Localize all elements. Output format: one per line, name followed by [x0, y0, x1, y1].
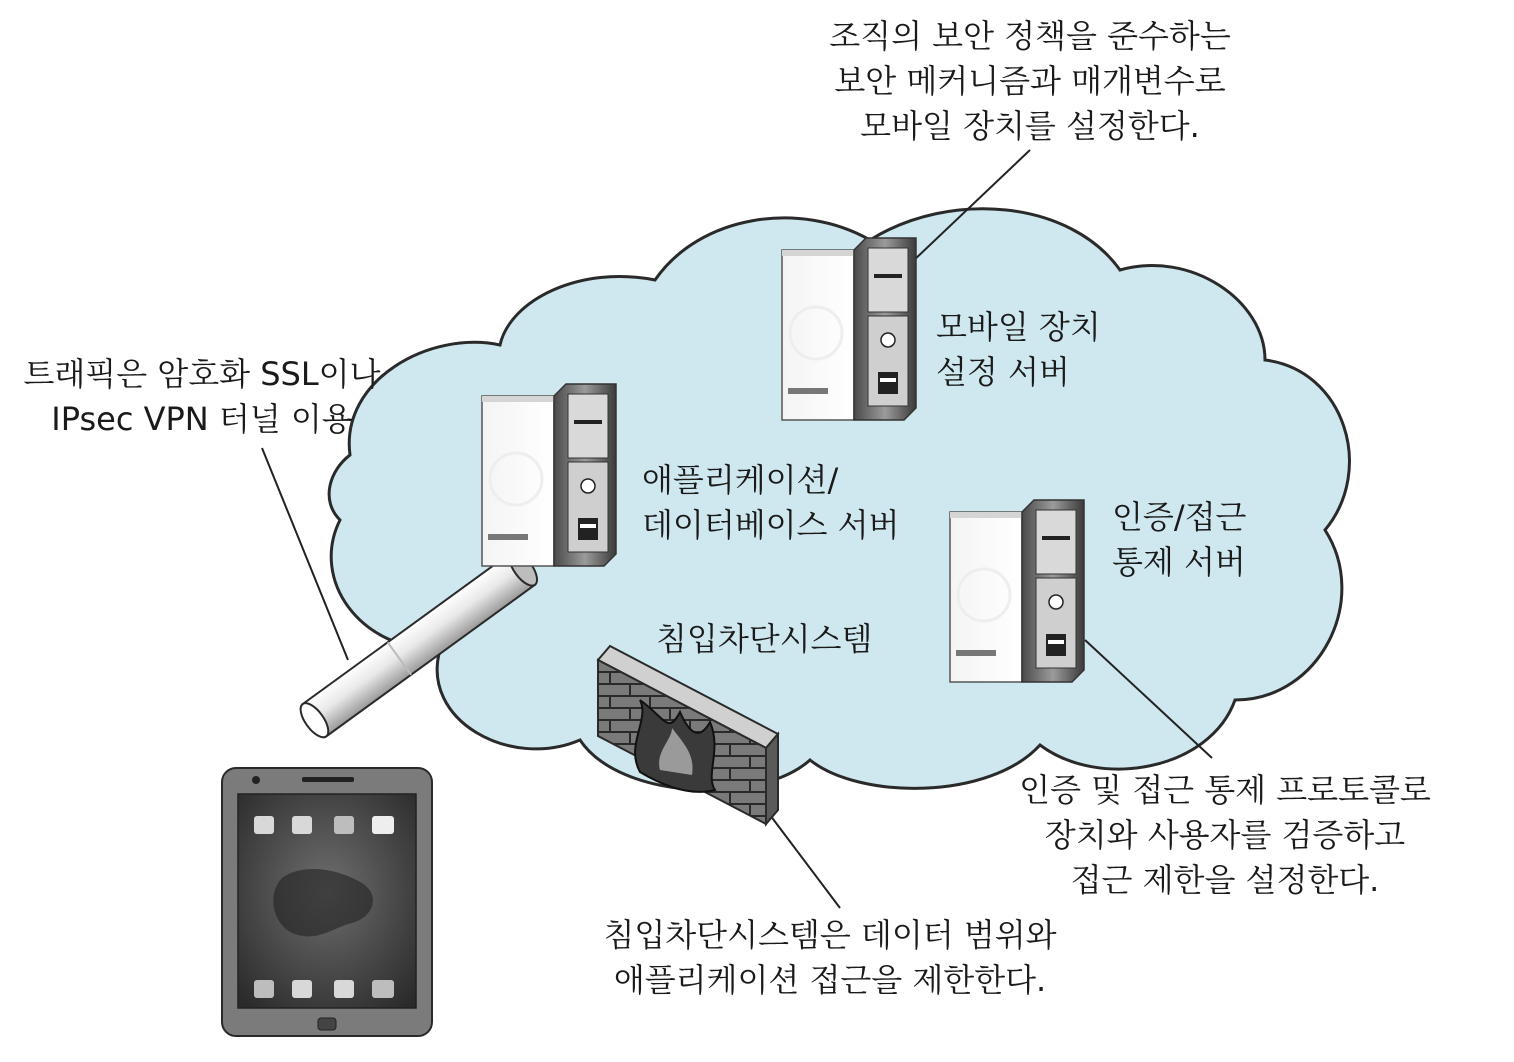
auth-line-2: 장치와 사용자를 검증하고 [1044, 816, 1406, 854]
traffic-line-1: 트래픽은 암호화 SSL이나 [23, 355, 381, 393]
auth-line-1: 인증 및 접근 통제 프로토콜로 [1019, 771, 1431, 809]
firewall-annotation [580, 913, 1080, 1003]
callout-line-firewall [770, 815, 840, 908]
server-mdm-icon [782, 238, 916, 420]
traffic-line-2: IPsec VPN 터널 이용 [51, 400, 353, 438]
server-app-db-icon [482, 384, 616, 566]
policy-line-1: 조직의 보안 정책을 준수하는 [829, 17, 1231, 55]
firewall-line-1: 침입차단시스템은 데이터 범위와 [603, 916, 1057, 954]
policy-line-3: 모바일 장치를 설정한다. [860, 107, 1200, 145]
firewall-line-2: 애플리케이션 접근을 제한한다. [613, 961, 1047, 999]
policy-line-2: 보안 메커니즘과 매개변수로 [834, 62, 1226, 100]
firewall-label: 침입차단시스템 [656, 620, 873, 658]
tablet-device-icon [222, 768, 432, 1036]
auth-annotation [1000, 768, 1450, 903]
policy-annotation [800, 14, 1260, 149]
mdm-server-label: 모바일 장치 설정 서버 [936, 308, 1101, 391]
server-auth-icon [950, 500, 1084, 682]
auth-line-3: 접근 제한을 설정한다. [1070, 861, 1380, 899]
app-db-server-label: 애플리케이션/ 데이터베이스 서버 [642, 461, 900, 544]
traffic-annotation [12, 352, 392, 442]
auth-server-label: 인증/접근 통제 서버 [1112, 498, 1247, 581]
